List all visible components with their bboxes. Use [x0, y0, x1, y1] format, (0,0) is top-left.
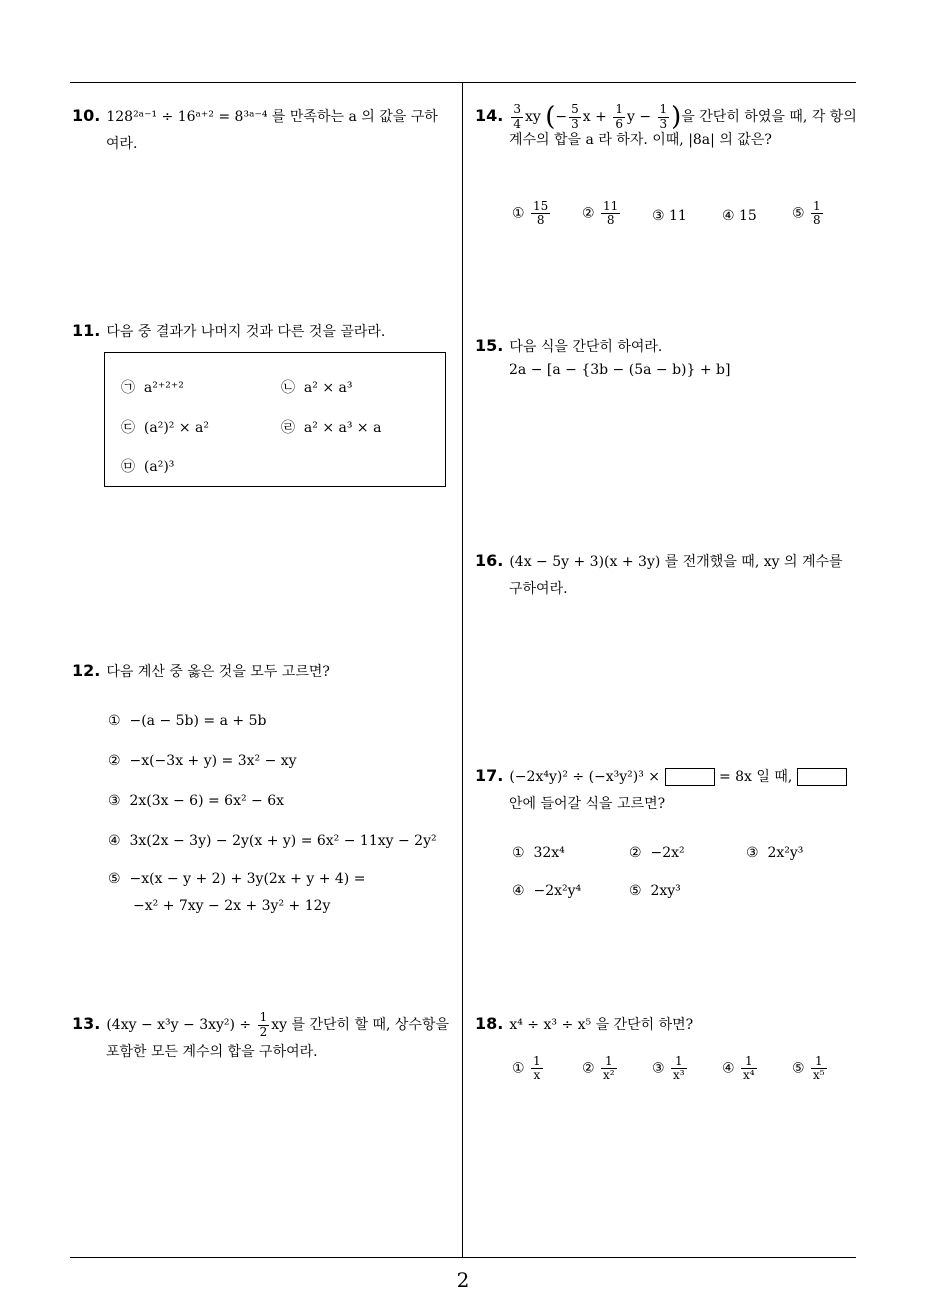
question-number: 15.	[475, 336, 504, 355]
option-item: ㉡ a² × a³	[281, 380, 353, 396]
choice-item[interactable]: ① $\frac{15}{8}$	[512, 199, 549, 228]
fraction: $\frac{1}{2}$	[259, 1010, 268, 1039]
choice-item[interactable]: ④ 15	[722, 208, 757, 224]
choice-item-cont: −x² + 7xy − 2x + 3y² + 12y	[133, 898, 331, 914]
fraction: $\frac{5}{3}$	[571, 102, 579, 131]
column-divider	[462, 82, 463, 1258]
question-stem-cont: 구하여라.	[509, 581, 568, 598]
question-14: 14. $\frac{3}{4}$ xy (− $\frac{5}{3}$ x + $\frac{1}{6}$ y − $\frac{1}{3}$ )을 간단히 하였을 때, 각 항의 계수의 합을 a 라 하자. 이때, |8a| 의 값은?	[475, 100, 860, 155]
choice-item[interactable]: ② −2x²	[629, 845, 685, 861]
top-rule	[70, 82, 856, 83]
fraction: $\frac{1}{6}$	[615, 102, 623, 131]
choice-item[interactable]: ② −x(−3x + y) = 3x² − xy	[108, 753, 297, 769]
choice-item[interactable]: ④ $\frac{1}{\text{x⁴}}$	[722, 1054, 755, 1083]
fraction: $\frac{1}{3}$	[659, 102, 668, 131]
question-stem-cont: 계수의 합을 a 라 하자. 이때, |8a| 의 값은?	[509, 132, 772, 149]
question-13: 13. (4xy − x³y − 3xy²) ÷ $\frac{1}{2}$ xy 를 간단히 할 때, 상수항을 포함한 모든 계수의 합을 구하여라.	[72, 1008, 457, 1067]
question-16	[475, 545, 860, 604]
question-stem-cont: 포함한 모든 계수의 합을 구하여라.	[106, 1044, 318, 1061]
question-15	[475, 330, 860, 385]
option-item: ㉠ a²⁺²⁺²	[121, 380, 184, 396]
answer-blank	[797, 768, 847, 786]
question-stem: 다음 계산 중 옳은 것을 모두 고르면?	[106, 664, 330, 680]
question-stem-cont: 안에 들어갈 식을 고르면?	[509, 796, 666, 813]
page-number: 2	[456, 1268, 470, 1292]
question-stem: (4x − 5y + 3)(x + 3y) 를 전개했을 때, xy 의 계수를	[509, 554, 843, 570]
question-number: 14.	[475, 106, 504, 125]
choice-item[interactable]: ⑤ −x(x − y + 2) + 3y(2x + y + 4) =	[108, 871, 366, 887]
choice-item[interactable]: ③ 2x(3x − 6) = 6x² − 6x	[108, 793, 285, 809]
choice-item[interactable]: ④ −2x²y⁴	[512, 883, 582, 899]
question-number: 17.	[475, 766, 504, 785]
option-item: ㉤ (a²)³	[121, 459, 175, 475]
choice-item[interactable]: ⑤ $\frac{1}{\text{x⁵}}$	[792, 1054, 825, 1083]
choice-item[interactable]: ① 32x⁴	[512, 845, 565, 861]
option-item: ㉢ (a²)² × a²	[121, 420, 209, 436]
question-17: 17. (−2x⁴y)² ÷ (−x³y²)³ × = 8x 일 때, 안에 들어갈 식을 고르면?	[475, 760, 860, 819]
option-item: ㉣ a² × a³ × a	[281, 420, 382, 436]
question-number: 11.	[72, 321, 101, 340]
question-stem: x⁴ ÷ x³ ÷ x⁵ 을 간단히 하면?	[509, 1017, 694, 1033]
choice-item[interactable]: ② $\frac{11}{8}$	[582, 199, 619, 228]
question-12	[72, 655, 457, 686]
question-11	[72, 315, 457, 346]
choice-item[interactable]: ⑤ 2xy³	[629, 883, 681, 899]
choice-item[interactable]: ⑤ $\frac{1}{8}$	[792, 199, 821, 228]
choice-item[interactable]: ④ 3x(2x − 3y) − 2y(x + y) = 6x² − 11xy − 2y²	[108, 833, 437, 849]
bottom-rule	[70, 1257, 856, 1258]
question-stem: 다음 중 결과가 나머지 것과 다른 것을 골라라.	[106, 324, 386, 340]
option-box	[104, 352, 446, 487]
choice-item[interactable]: ③ 2x²y³	[746, 845, 804, 861]
question-stem: 다음 식을 간단히 하여라.	[509, 339, 663, 355]
answer-blank	[665, 768, 715, 786]
question-18	[475, 1008, 860, 1039]
choice-item[interactable]: ① $\frac{1}{x}$	[512, 1054, 541, 1083]
question-number: 12.	[72, 661, 101, 680]
fraction: $\frac{3}{4}$	[513, 102, 521, 131]
expression: 2a − [a − {3b − (5a − b)} + b]	[509, 362, 731, 379]
choice-item[interactable]: ③ $\frac{1}{\text{x³}}$	[652, 1054, 685, 1083]
question-number: 13.	[72, 1014, 101, 1033]
choice-item[interactable]: ③ 11	[652, 208, 687, 224]
question-stem: 128²ᵃ⁻¹ ÷ 16ᵃ⁺² = 8³ᵃ⁻⁴ 를 만족하는 a 의 값을 구하	[106, 109, 438, 125]
question-10	[72, 100, 457, 159]
choice-item[interactable]: ② $\frac{1}{\text{x²}}$	[582, 1054, 615, 1083]
question-number: 16.	[475, 551, 504, 570]
question-stem-cont: 여라.	[106, 136, 138, 153]
choice-item[interactable]: ① −(a − 5b) = a + 5b	[108, 713, 267, 729]
question-number: 18.	[475, 1014, 504, 1033]
question-number: 10.	[72, 106, 101, 125]
